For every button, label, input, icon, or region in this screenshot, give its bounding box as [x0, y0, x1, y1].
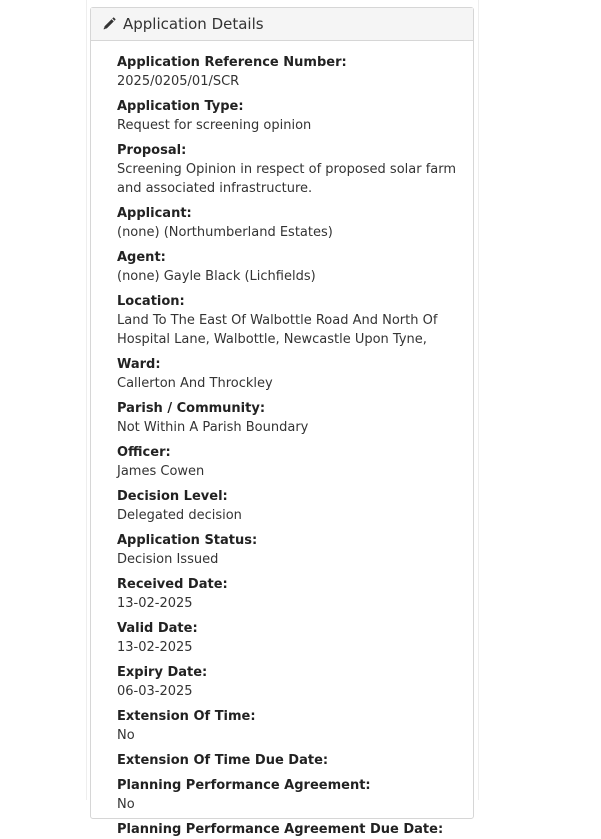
field-received-date — [117, 576, 473, 613]
field-label: Application Type: — [117, 99, 244, 114]
field-application-status — [117, 532, 473, 569]
pencil-icon — [102, 17, 116, 31]
field-planning-performance-agreement — [117, 777, 473, 814]
field-extension-of-time-due-date — [117, 752, 473, 770]
field-applicant — [117, 205, 473, 242]
field-value: (none) (Northumberland Estates) — [117, 225, 333, 240]
panel-body — [91, 41, 473, 839]
field-location — [117, 293, 473, 349]
field-label: Application Status: — [117, 533, 258, 548]
field-label: Received Date: — [117, 577, 228, 592]
field-parish-community — [117, 400, 473, 437]
field-application-reference-number — [117, 54, 473, 91]
field-label: Officer: — [117, 445, 171, 460]
field-label: Proposal: — [117, 143, 187, 158]
field-application-type — [117, 98, 473, 135]
application-details-panel — [90, 7, 474, 837]
field-value: Land To The East Of Walbottle Road And North Of Hospital Lane, Walbottle, Newcastle Upon Tyne, — [117, 313, 438, 347]
field-decision-level — [117, 488, 473, 525]
field-value: 2025/0205/01/SCR — [117, 74, 240, 89]
field-label: Planning Performance Agreement Due Date: — [117, 822, 444, 837]
field-value: No — [117, 797, 135, 812]
field-label: Planning Performance Agreement: — [117, 778, 371, 793]
field-label: Parish / Community: — [117, 401, 266, 416]
field-extension-of-time — [117, 708, 473, 745]
field-planning-performance-agreement-due-date — [117, 821, 473, 839]
field-value: Callerton And Throckley — [117, 376, 273, 391]
field-label: Ward: — [117, 357, 161, 372]
left-gutter — [0, 0, 87, 800]
field-value: 13-02-2025 — [117, 596, 193, 611]
field-label: Applicant: — [117, 206, 192, 221]
right-gutter — [478, 0, 601, 800]
field-value: Decision Issued — [117, 552, 219, 567]
field-label: Extension Of Time: — [117, 709, 256, 724]
field-label: Application Reference Number: — [117, 55, 347, 70]
field-label: Expiry Date: — [117, 665, 208, 680]
field-label: Location: — [117, 294, 185, 309]
field-ward — [117, 356, 473, 393]
field-value: No — [117, 728, 135, 743]
field-proposal — [117, 142, 473, 198]
field-value: 06-03-2025 — [117, 684, 193, 699]
field-label: Agent: — [117, 250, 166, 265]
field-agent — [117, 249, 473, 286]
field-value: (none) Gayle Black (Lichfields) — [117, 269, 316, 284]
field-value: Delegated decision — [117, 508, 242, 523]
panel-heading[interactable] — [91, 8, 473, 41]
field-officer — [117, 444, 473, 481]
field-expiry-date — [117, 664, 473, 701]
field-value: Request for screening opinion — [117, 118, 312, 133]
field-value: James Cowen — [117, 464, 205, 479]
field-value: Not Within A Parish Boundary — [117, 420, 309, 435]
field-label: Extension Of Time Due Date: — [117, 753, 329, 768]
panel-title: Application Details — [123, 15, 264, 33]
field-label: Decision Level: — [117, 489, 228, 504]
field-value: 13-02-2025 — [117, 640, 193, 655]
field-valid-date — [117, 620, 473, 657]
field-label: Valid Date: — [117, 621, 198, 636]
field-value: Screening Opinion in respect of proposed solar farm and associated infrastructure. — [117, 162, 457, 196]
